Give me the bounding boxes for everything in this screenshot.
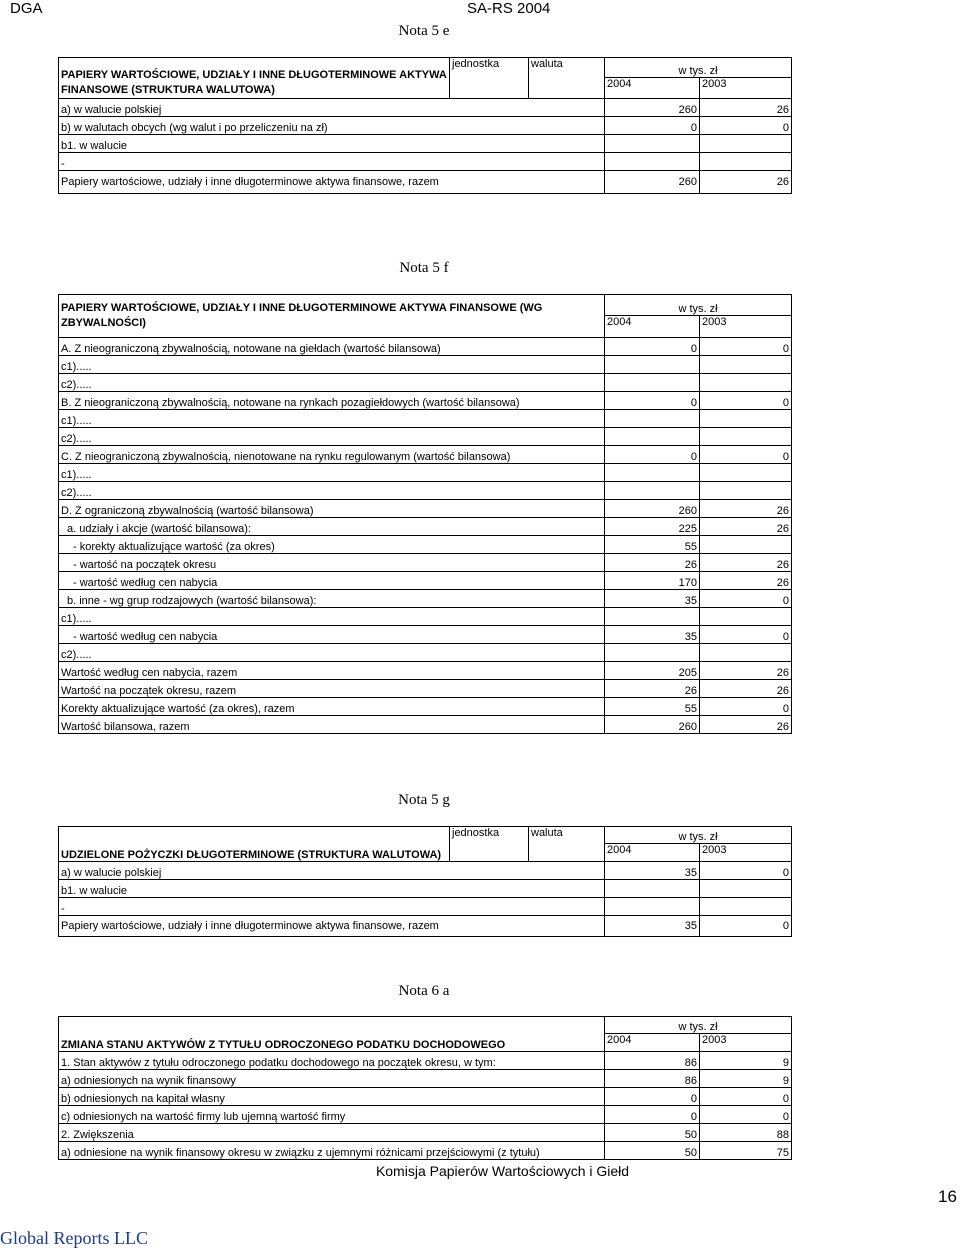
row-label: - wartość według cen nabycia	[59, 626, 605, 644]
row-label: c1).....	[59, 608, 605, 626]
row-label: a) w walucie polskiej	[59, 99, 605, 117]
row-label: 2. Zwiększenia	[59, 1124, 605, 1142]
value-2003: 0	[700, 916, 792, 937]
table-row	[59, 572, 792, 590]
value-2003	[700, 880, 792, 898]
table-row	[59, 1070, 792, 1088]
value-2004	[605, 428, 700, 446]
value-2004	[605, 880, 700, 898]
nota-5g-jednostka: jednostka	[450, 827, 529, 862]
value-2003: 26	[700, 518, 792, 536]
value-2004	[605, 410, 700, 428]
table-row-total	[59, 171, 792, 194]
nota-6a-table	[58, 1016, 792, 1160]
table-row	[59, 862, 792, 880]
table-row	[59, 698, 792, 716]
value-2004	[605, 464, 700, 482]
row-label: Papiery wartościowe, udziały i inne długoterminowe aktywa finansowe, razem	[59, 916, 605, 937]
row-label: A. Z nieograniczoną zbywalnością, notowane na giełdach (wartość bilansowa)	[59, 338, 605, 356]
row-label: Papiery wartościowe, udziały i inne długoterminowe aktywa finansowe, razem	[59, 171, 605, 194]
value-2003	[700, 135, 792, 153]
row-label: Wartość na początek okresu, razem	[59, 680, 605, 698]
table-row	[59, 392, 792, 410]
row-label: b1. w walucie	[59, 135, 605, 153]
table-row	[59, 374, 792, 392]
table-row	[59, 356, 792, 374]
table-row	[59, 428, 792, 446]
row-label: - wartość na początek okresu	[59, 554, 605, 572]
table-row	[59, 135, 792, 153]
value-2003	[700, 644, 792, 662]
table-row	[59, 518, 792, 536]
value-2003	[700, 608, 792, 626]
value-2004: 35	[605, 626, 700, 644]
table-row	[59, 153, 792, 171]
value-2003: 26	[700, 99, 792, 117]
nota-5g-heading: Nota 5 g	[398, 792, 450, 808]
value-2003	[700, 410, 792, 428]
row-label: D. Z ograniczoną zbywalnością (wartość bilansowa)	[59, 500, 605, 518]
value-2003: 9	[700, 1052, 792, 1070]
row-label: c1).....	[59, 410, 605, 428]
nota-5g-title: UDZIELONE POŻYCZKI DŁUGOTERMINOWE (STRUKTURA WALUTOWA)	[59, 827, 450, 862]
row-label: a. udziały i akcje (wartość bilansowa):	[59, 518, 605, 536]
value-2004: 26	[605, 554, 700, 572]
nota-5f-table	[58, 294, 792, 734]
table-row	[59, 1088, 792, 1106]
value-2003: 0	[700, 590, 792, 608]
value-2003	[700, 153, 792, 171]
table-row	[59, 590, 792, 608]
table-row	[59, 1052, 792, 1070]
nota-5g-table	[58, 826, 792, 937]
row-label: b) odniesionych na kapitał własny	[59, 1088, 605, 1106]
row-label: 1. Stan aktywów z tytułu odroczonego podatku dochodowego na początek okresu, w tym:	[59, 1052, 605, 1070]
value-2004: 35	[605, 862, 700, 880]
row-label: b1. w walucie	[59, 880, 605, 898]
value-2003: 26	[700, 171, 792, 194]
table-row	[59, 536, 792, 554]
table-row	[59, 608, 792, 626]
row-label: a) odniesionych na wynik finansowy	[59, 1070, 605, 1088]
value-2003: 0	[700, 626, 792, 644]
value-2003: 26	[700, 716, 792, 734]
nota-5g-unit: w tys. zł	[605, 827, 792, 844]
value-2003: 0	[700, 698, 792, 716]
value-2003	[700, 428, 792, 446]
nota-6a-year-2004: 2004	[605, 1034, 700, 1052]
table-row	[59, 680, 792, 698]
table-row	[59, 1142, 792, 1160]
table-row	[59, 662, 792, 680]
value-2004: 0	[605, 392, 700, 410]
row-label: Wartość bilansowa, razem	[59, 716, 605, 734]
value-2003: 0	[700, 117, 792, 135]
value-2003: 0	[700, 1106, 792, 1124]
nota-6a-year-2003: 2003	[700, 1034, 792, 1052]
value-2004	[605, 153, 700, 171]
value-2004: 260	[605, 99, 700, 117]
nota-6a-heading: Nota 6 a	[398, 983, 450, 999]
table-row	[59, 500, 792, 518]
row-label: -	[59, 898, 605, 916]
row-label: c2).....	[59, 374, 605, 392]
table-row	[59, 1124, 792, 1142]
value-2004	[605, 356, 700, 374]
value-2004	[605, 135, 700, 153]
row-label: c) odniesionych na wartość firmy lub ujemną wartość firmy	[59, 1106, 605, 1124]
value-2003	[700, 374, 792, 392]
row-label: Korekty aktualizujące wartość (za okres), razem	[59, 698, 605, 716]
nota-5g-waluta: waluta	[529, 827, 605, 862]
row-label: c2).....	[59, 428, 605, 446]
row-label: Wartość według cen nabycia, razem	[59, 662, 605, 680]
nota-5e-jednostka: jednostka	[450, 58, 529, 99]
row-label: b. inne - wg grup rodzajowych (wartość bilansowa):	[59, 590, 605, 608]
value-2004: 50	[605, 1142, 700, 1160]
header-left: DGA	[10, 0, 43, 17]
value-2003: 75	[700, 1142, 792, 1160]
value-2003	[700, 536, 792, 554]
value-2003: 0	[700, 862, 792, 880]
value-2003: 0	[700, 392, 792, 410]
header-right: SA-RS 2004	[467, 0, 551, 17]
value-2004: 0	[605, 1106, 700, 1124]
value-2004: 205	[605, 662, 700, 680]
value-2004: 86	[605, 1052, 700, 1070]
nota-5f-title: PAPIERY WARTOŚCIOWE, UDZIAŁY I INNE DŁUGOTERMINOWE AKTYWA FINANSOWE (WG ZBYWALNOŚCI)	[59, 295, 605, 338]
table-row	[59, 99, 792, 117]
page-number: 16	[938, 1187, 957, 1206]
value-2004: 170	[605, 572, 700, 590]
value-2003	[700, 356, 792, 374]
nota-5f-year-2003: 2003	[700, 315, 792, 337]
nota-5e-unit: w tys. zł	[605, 58, 792, 78]
nota-5e-year-2003: 2003	[700, 77, 792, 98]
value-2003: 26	[700, 500, 792, 518]
nota-6a-unit: w tys. zł	[605, 1017, 792, 1034]
nota-5e-heading: Nota 5 e	[398, 23, 450, 39]
value-2004: 0	[605, 117, 700, 135]
nota-5e-table	[58, 57, 792, 194]
table-row	[59, 554, 792, 572]
table-row	[59, 716, 792, 734]
nota-5e-title: PAPIERY WARTOŚCIOWE, UDZIAŁY I INNE DŁUGOTERMINOWE AKTYWA FINANSOWE (STRUKTURA WALUTOWA)	[59, 58, 450, 99]
nota-5f-year-2004: 2004	[605, 315, 700, 337]
value-2003	[700, 482, 792, 500]
value-2003: 26	[700, 680, 792, 698]
value-2004	[605, 374, 700, 392]
value-2004	[605, 608, 700, 626]
table-row	[59, 626, 792, 644]
table-row	[59, 644, 792, 662]
table-row	[59, 482, 792, 500]
nota-5g-year-2003: 2003	[700, 844, 792, 862]
nota-6a-title: ZMIANA STANU AKTYWÓW Z TYTUŁU ODROCZONEGO PODATKU DOCHODOWEGO	[59, 1017, 605, 1052]
table-row	[59, 464, 792, 482]
nota-5f-heading: Nota 5 f	[399, 260, 449, 276]
table-row	[59, 410, 792, 428]
value-2004: 50	[605, 1124, 700, 1142]
row-label: C. Z nieograniczoną zbywalnością, nienotowane na rynku regulowanym (wartość bilansowa)	[59, 446, 605, 464]
nota-5g-year-2004: 2004	[605, 844, 700, 862]
row-label: - wartość według cen nabycia	[59, 572, 605, 590]
row-label: b) w walutach obcych (wg walut i po przeliczeniu na zł)	[59, 117, 605, 135]
nota-5e-waluta: waluta	[529, 58, 605, 99]
row-label: c2).....	[59, 482, 605, 500]
value-2004	[605, 482, 700, 500]
value-2004: 260	[605, 716, 700, 734]
value-2004: 26	[605, 680, 700, 698]
table-row	[59, 1106, 792, 1124]
table-row	[59, 446, 792, 464]
row-label: -	[59, 153, 605, 171]
value-2003: 26	[700, 554, 792, 572]
row-label: c2).....	[59, 644, 605, 662]
value-2004: 55	[605, 698, 700, 716]
watermark-text: Global Reports LLC	[0, 1228, 148, 1248]
row-label: a) odniesione na wynik finansowy okresu w związku z ujemnymi różnicami przejściowymi (z tytułu)	[59, 1142, 605, 1160]
table-row-total	[59, 916, 792, 937]
table-row	[59, 117, 792, 135]
value-2004	[605, 898, 700, 916]
value-2003: 0	[700, 338, 792, 356]
value-2003	[700, 464, 792, 482]
row-label: B. Z nieograniczoną zbywalnością, notowane na rynkach pozagiełdowych (wartość bilansowa)	[59, 392, 605, 410]
value-2004: 55	[605, 536, 700, 554]
value-2004: 35	[605, 916, 700, 937]
row-label: - korekty aktualizujące wartość (za okres)	[59, 536, 605, 554]
value-2004: 260	[605, 171, 700, 194]
row-label: c1).....	[59, 356, 605, 374]
row-label: c1).....	[59, 464, 605, 482]
row-label: a) w walucie polskiej	[59, 862, 605, 880]
value-2004	[605, 644, 700, 662]
value-2004: 0	[605, 446, 700, 464]
value-2004: 225	[605, 518, 700, 536]
table-row	[59, 880, 792, 898]
nota-5f-unit: w tys. zł	[605, 295, 792, 316]
value-2003: 9	[700, 1070, 792, 1088]
value-2003: 0	[700, 1088, 792, 1106]
value-2003: 0	[700, 446, 792, 464]
value-2003: 88	[700, 1124, 792, 1142]
value-2003: 26	[700, 572, 792, 590]
value-2003	[700, 898, 792, 916]
value-2004: 260	[605, 500, 700, 518]
footer-text: Komisja Papierów Wartościowych i Giełd	[375, 1163, 630, 1179]
value-2004: 0	[605, 338, 700, 356]
value-2004: 0	[605, 1088, 700, 1106]
value-2003: 26	[700, 662, 792, 680]
table-row	[59, 898, 792, 916]
table-row	[59, 338, 792, 356]
value-2004: 35	[605, 590, 700, 608]
nota-5e-year-2004: 2004	[605, 77, 700, 98]
value-2004: 86	[605, 1070, 700, 1088]
